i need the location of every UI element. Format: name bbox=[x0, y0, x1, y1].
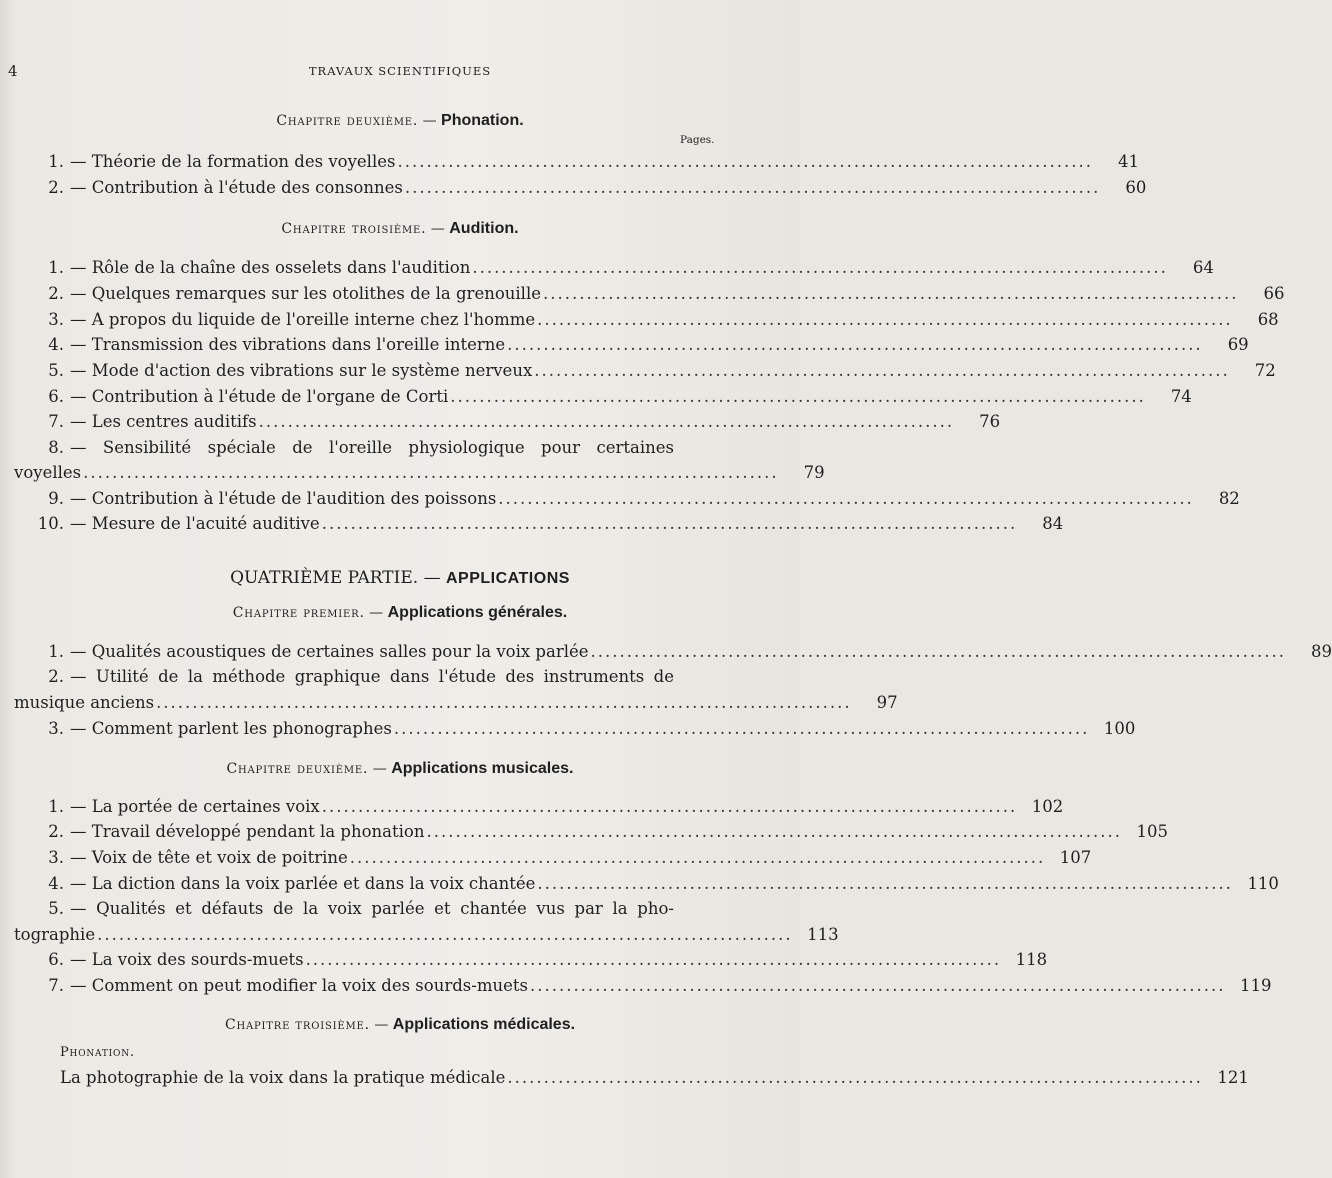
toc-entry-continuation: tographie ................................................................................................ 113 bbox=[14, 925, 839, 944]
toc-entry: 1. — Rôle de la chaîne des osselets dans l'audition ................................................................................................ 64 bbox=[48, 258, 1214, 277]
chapter-heading-applications-medicales: Chapitre troisième. — Applications médicales. bbox=[224, 1016, 576, 1033]
toc-entry: La photographie de la voix dans la pratique médicale ................................................................................................ 121 bbox=[60, 1068, 1249, 1087]
chapter-heading-audition: Chapitre troisième. — Audition. bbox=[281, 220, 519, 237]
subsection-heading: Phonation. bbox=[60, 1045, 135, 1060]
toc-entry: 3. — Comment parlent les phonographes ................................................................................................ 100 bbox=[48, 719, 1136, 738]
chapter-heading-phonation: Chapitre deuxième. — Phonation. bbox=[276, 112, 524, 129]
toc-entry: 2. — Travail développé pendant la phonation ................................................................................................ 105 bbox=[48, 822, 1168, 841]
toc-entry: 1. — La portée de certaines voix ................................................................................................ 102 bbox=[48, 797, 1064, 816]
toc-entry: 5. — Mode d'action des vibrations sur le système nerveux ................................................................................................ 72 bbox=[48, 361, 1276, 380]
toc-entry: 6. — Contribution à l'étude de l'organe de Corti ................................................................................................ 74 bbox=[48, 387, 1192, 406]
toc-entry: 4. — La diction dans la voix parlée et dans la voix chantée ................................................................................................ 110 bbox=[48, 874, 1279, 893]
toc-entry: 2. — Utilité de la méthode graphique dans l'étude des instruments de bbox=[48, 667, 674, 686]
toc-entry: 10. — Mesure de l'acuité auditive ................................................................................................ 84 bbox=[37, 514, 1064, 533]
toc-entry: 2. — Contribution à l'étude des consonnes ................................................................................................ 60 bbox=[48, 178, 1147, 197]
toc-entry: 3. — A propos du liquide de l'oreille interne chez l'homme ................................................................................................ 68 bbox=[48, 310, 1279, 329]
toc-entry: 5. — Qualités et défauts de la voix parlée et chantée vus par la pho- bbox=[48, 899, 674, 918]
pages-column-label: Pages. bbox=[680, 134, 715, 146]
chapter-heading-applications-musicales: Chapitre deuxième. — Applications musicales. bbox=[226, 760, 574, 777]
toc-entry: 1. — Théorie de la formation des voyelles ................................................................................................ 41 bbox=[48, 152, 1139, 171]
toc-entry-continuation: voyelles ................................................................................................ 79 bbox=[14, 463, 825, 482]
toc-entry-continuation: musique anciens ................................................................................................ 97 bbox=[14, 693, 898, 712]
toc-entry: 6. — La voix des sourds-muets ................................................................................................ 118 bbox=[48, 950, 1048, 969]
toc-entry: 9. — Contribution à l'étude de l'audition des poissons ................................................................................................ 82 bbox=[48, 489, 1240, 508]
running-title: TRAVAUX SCIENTIFIQUES bbox=[308, 64, 492, 78]
toc-entry: 8. — Sensibilité spéciale de l'oreille physiologique pour certaines bbox=[48, 438, 674, 457]
toc-entry: 3. — Voix de tête et voix de poitrine ................................................................................................ 107 bbox=[48, 848, 1092, 867]
toc-entry: 7. — Les centres auditifs ................................................................................................ 76 bbox=[48, 412, 1001, 431]
chapter-heading-applications-generales: Chapitre premier. — Applications générales. bbox=[232, 604, 568, 621]
toc-entry: 2. — Quelques remarques sur les otolithes de la grenouille ................................................................................................ 66 bbox=[48, 284, 1285, 303]
page-number: 4 bbox=[8, 62, 18, 80]
part-heading-applications: QUATRIÈME PARTIE. — APPLICATIONS bbox=[230, 568, 570, 588]
toc-entry: 7. — Comment on peut modifier la voix des sourds-muets ................................................................................................ 119 bbox=[48, 976, 1272, 995]
toc-entry: 1. — Qualités acoustiques de certaines salles pour la voix parlée ................................................................................................ 89 bbox=[48, 642, 1332, 661]
toc-entry: 4. — Transmission des vibrations dans l'oreille interne ................................................................................................ 69 bbox=[48, 335, 1249, 354]
